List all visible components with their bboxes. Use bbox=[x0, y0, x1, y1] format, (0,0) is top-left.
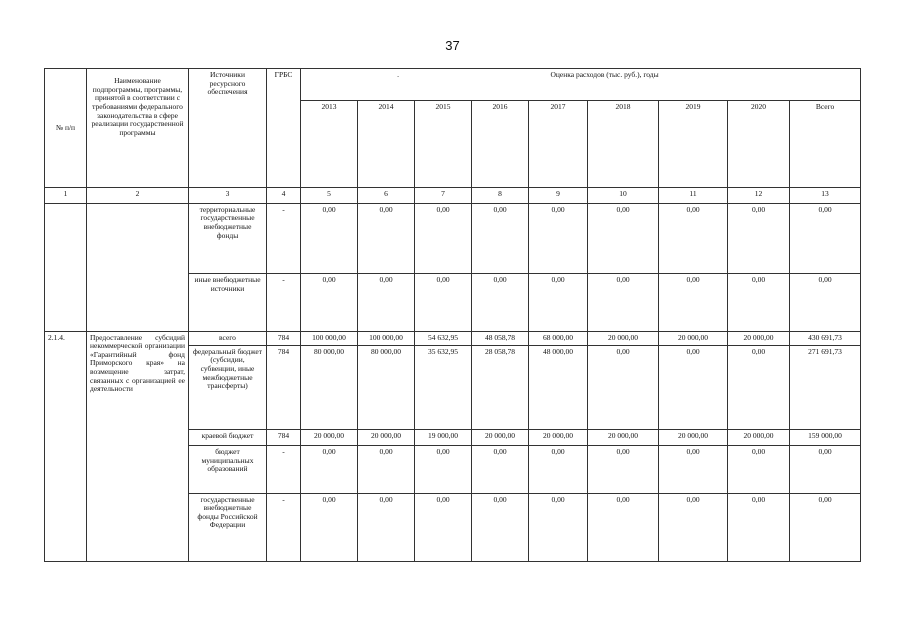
year-2019: 2019 bbox=[659, 101, 728, 188]
grbs-cell: 784 bbox=[267, 345, 301, 430]
value-cell: 0,00 bbox=[415, 493, 472, 561]
value-cell: 20 000,00 bbox=[728, 430, 790, 446]
index-cell: 13 bbox=[790, 187, 861, 203]
source-cell: краевой бюджет bbox=[189, 430, 267, 446]
index-cell: 10 bbox=[588, 187, 659, 203]
value-cell: 0,00 bbox=[790, 446, 861, 493]
value-cell: 100 000,00 bbox=[301, 331, 358, 345]
value-cell: 20 000,00 bbox=[728, 331, 790, 345]
value-cell: 0,00 bbox=[588, 345, 659, 430]
header-source: Источники ресурсного обеспечения bbox=[189, 69, 267, 188]
value-cell: 0,00 bbox=[588, 446, 659, 493]
value-cell: 0,00 bbox=[529, 203, 588, 273]
grbs-cell: 784 bbox=[267, 331, 301, 345]
year-2018: 2018 bbox=[588, 101, 659, 188]
value-cell: 80 000,00 bbox=[358, 345, 415, 430]
source-cell: иные внебюджетные источники bbox=[189, 274, 267, 331]
value-cell: 0,00 bbox=[790, 203, 861, 273]
year-2017: 2017 bbox=[529, 101, 588, 188]
header-estimate bbox=[301, 69, 861, 101]
source-cell: федеральный бюджет (субсидии, субвенции, иные межбюджетные трансферты) bbox=[189, 345, 267, 430]
table-row bbox=[45, 203, 861, 273]
index-cell: 7 bbox=[415, 187, 472, 203]
index-cell: 5 bbox=[301, 187, 358, 203]
value-cell: 35 632,95 bbox=[415, 345, 472, 430]
value-cell: 271 691,73 bbox=[790, 345, 861, 430]
index-cell: 1 bbox=[45, 187, 87, 203]
value-cell: 0,00 bbox=[472, 446, 529, 493]
value-cell: 0,00 bbox=[659, 493, 728, 561]
value-cell: 0,00 bbox=[588, 493, 659, 561]
value-cell: 0,00 bbox=[728, 345, 790, 430]
value-cell: 54 632,95 bbox=[415, 331, 472, 345]
value-cell: 0,00 bbox=[301, 446, 358, 493]
value-cell: 0,00 bbox=[415, 203, 472, 273]
year-total: Всего bbox=[790, 101, 861, 188]
value-cell: 0,00 bbox=[588, 203, 659, 273]
value-cell: 0,00 bbox=[529, 493, 588, 561]
table-row bbox=[45, 331, 861, 345]
value-cell: 20 000,00 bbox=[588, 430, 659, 446]
year-2014: 2014 bbox=[358, 101, 415, 188]
budget-table bbox=[44, 68, 861, 562]
number-cell-empty bbox=[45, 203, 87, 331]
index-cell: 12 bbox=[728, 187, 790, 203]
value-cell: 48 058,78 bbox=[472, 331, 529, 345]
grbs-cell: - bbox=[267, 274, 301, 331]
value-cell: 0,00 bbox=[358, 446, 415, 493]
year-2016: 2016 bbox=[472, 101, 529, 188]
value-cell: 0,00 bbox=[415, 274, 472, 331]
value-cell: 0,00 bbox=[659, 446, 728, 493]
value-cell: 0,00 bbox=[790, 493, 861, 561]
value-cell: 0,00 bbox=[301, 493, 358, 561]
value-cell: 80 000,00 bbox=[301, 345, 358, 430]
value-cell: 20 000,00 bbox=[529, 430, 588, 446]
value-cell: 0,00 bbox=[358, 274, 415, 331]
value-cell: 0,00 bbox=[358, 203, 415, 273]
source-cell: территориальные государственные внебюджетные фонды bbox=[189, 203, 267, 273]
value-cell: 430 691,73 bbox=[790, 331, 861, 345]
grbs-cell: - bbox=[267, 493, 301, 561]
grbs-cell: - bbox=[267, 203, 301, 273]
header-dot: . bbox=[397, 70, 399, 79]
value-cell: 0,00 bbox=[659, 345, 728, 430]
value-cell: 20 000,00 bbox=[659, 331, 728, 345]
source-cell: государственные внебюджетные фонды Российской Федерации bbox=[189, 493, 267, 561]
name-cell-empty bbox=[87, 203, 189, 331]
value-cell: 0,00 bbox=[529, 274, 588, 331]
page-number: 37 bbox=[445, 38, 460, 53]
index-cell: 3 bbox=[189, 187, 267, 203]
value-cell: 0,00 bbox=[728, 446, 790, 493]
index-cell: 8 bbox=[472, 187, 529, 203]
header-name: Наименование подпрограммы, программы, принятой в соответствии с требованиями федерального законодательства в сфере реализации государственной программы bbox=[87, 69, 189, 188]
value-cell: 20 000,00 bbox=[588, 331, 659, 345]
year-2020: 2020 bbox=[728, 101, 790, 188]
item-name: Предоставление субсидий некоммерческой организации «Гарантийный фонд Приморского края» на возмещение затрат, связанных с организацией ее деятельности bbox=[87, 331, 189, 561]
value-cell: 48 000,00 bbox=[529, 345, 588, 430]
source-cell: бюджет муниципальных образований bbox=[189, 446, 267, 493]
value-cell: 0,00 bbox=[301, 274, 358, 331]
value-cell: 0,00 bbox=[728, 493, 790, 561]
header-estimate-title: Оценка расходов (тыс. руб.), годы bbox=[550, 70, 659, 79]
index-row bbox=[45, 187, 861, 203]
header-number: № п/п bbox=[45, 69, 87, 188]
value-cell: 20 000,00 bbox=[659, 430, 728, 446]
grbs-cell: 784 bbox=[267, 430, 301, 446]
index-cell: 9 bbox=[529, 187, 588, 203]
value-cell: 68 000,00 bbox=[529, 331, 588, 345]
value-cell: 0,00 bbox=[728, 274, 790, 331]
value-cell: 0,00 bbox=[728, 203, 790, 273]
index-cell: 2 bbox=[87, 187, 189, 203]
grbs-cell: - bbox=[267, 446, 301, 493]
value-cell: 0,00 bbox=[790, 274, 861, 331]
value-cell: 0,00 bbox=[659, 274, 728, 331]
value-cell: 28 058,78 bbox=[472, 345, 529, 430]
value-cell: 0,00 bbox=[301, 203, 358, 273]
value-cell: 100 000,00 bbox=[358, 331, 415, 345]
value-cell: 0,00 bbox=[472, 493, 529, 561]
value-cell: 0,00 bbox=[472, 274, 529, 331]
value-cell: 0,00 bbox=[358, 493, 415, 561]
value-cell: 19 000,00 bbox=[415, 430, 472, 446]
header-grbs: ГРБС bbox=[267, 69, 301, 188]
value-cell: 0,00 bbox=[659, 203, 728, 273]
item-number: 2.1.4. bbox=[45, 331, 87, 561]
header-row-1 bbox=[45, 69, 861, 101]
value-cell: 20 000,00 bbox=[472, 430, 529, 446]
index-cell: 4 bbox=[267, 187, 301, 203]
year-2013: 2013 bbox=[301, 101, 358, 188]
index-cell: 11 bbox=[659, 187, 728, 203]
value-cell: 159 000,00 bbox=[790, 430, 861, 446]
index-cell: 6 bbox=[358, 187, 415, 203]
value-cell: 20 000,00 bbox=[301, 430, 358, 446]
year-2015: 2015 bbox=[415, 101, 472, 188]
value-cell: 0,00 bbox=[588, 274, 659, 331]
value-cell: 0,00 bbox=[529, 446, 588, 493]
value-cell: 0,00 bbox=[472, 203, 529, 273]
source-cell: всего bbox=[189, 331, 267, 345]
value-cell: 20 000,00 bbox=[358, 430, 415, 446]
value-cell: 0,00 bbox=[415, 446, 472, 493]
